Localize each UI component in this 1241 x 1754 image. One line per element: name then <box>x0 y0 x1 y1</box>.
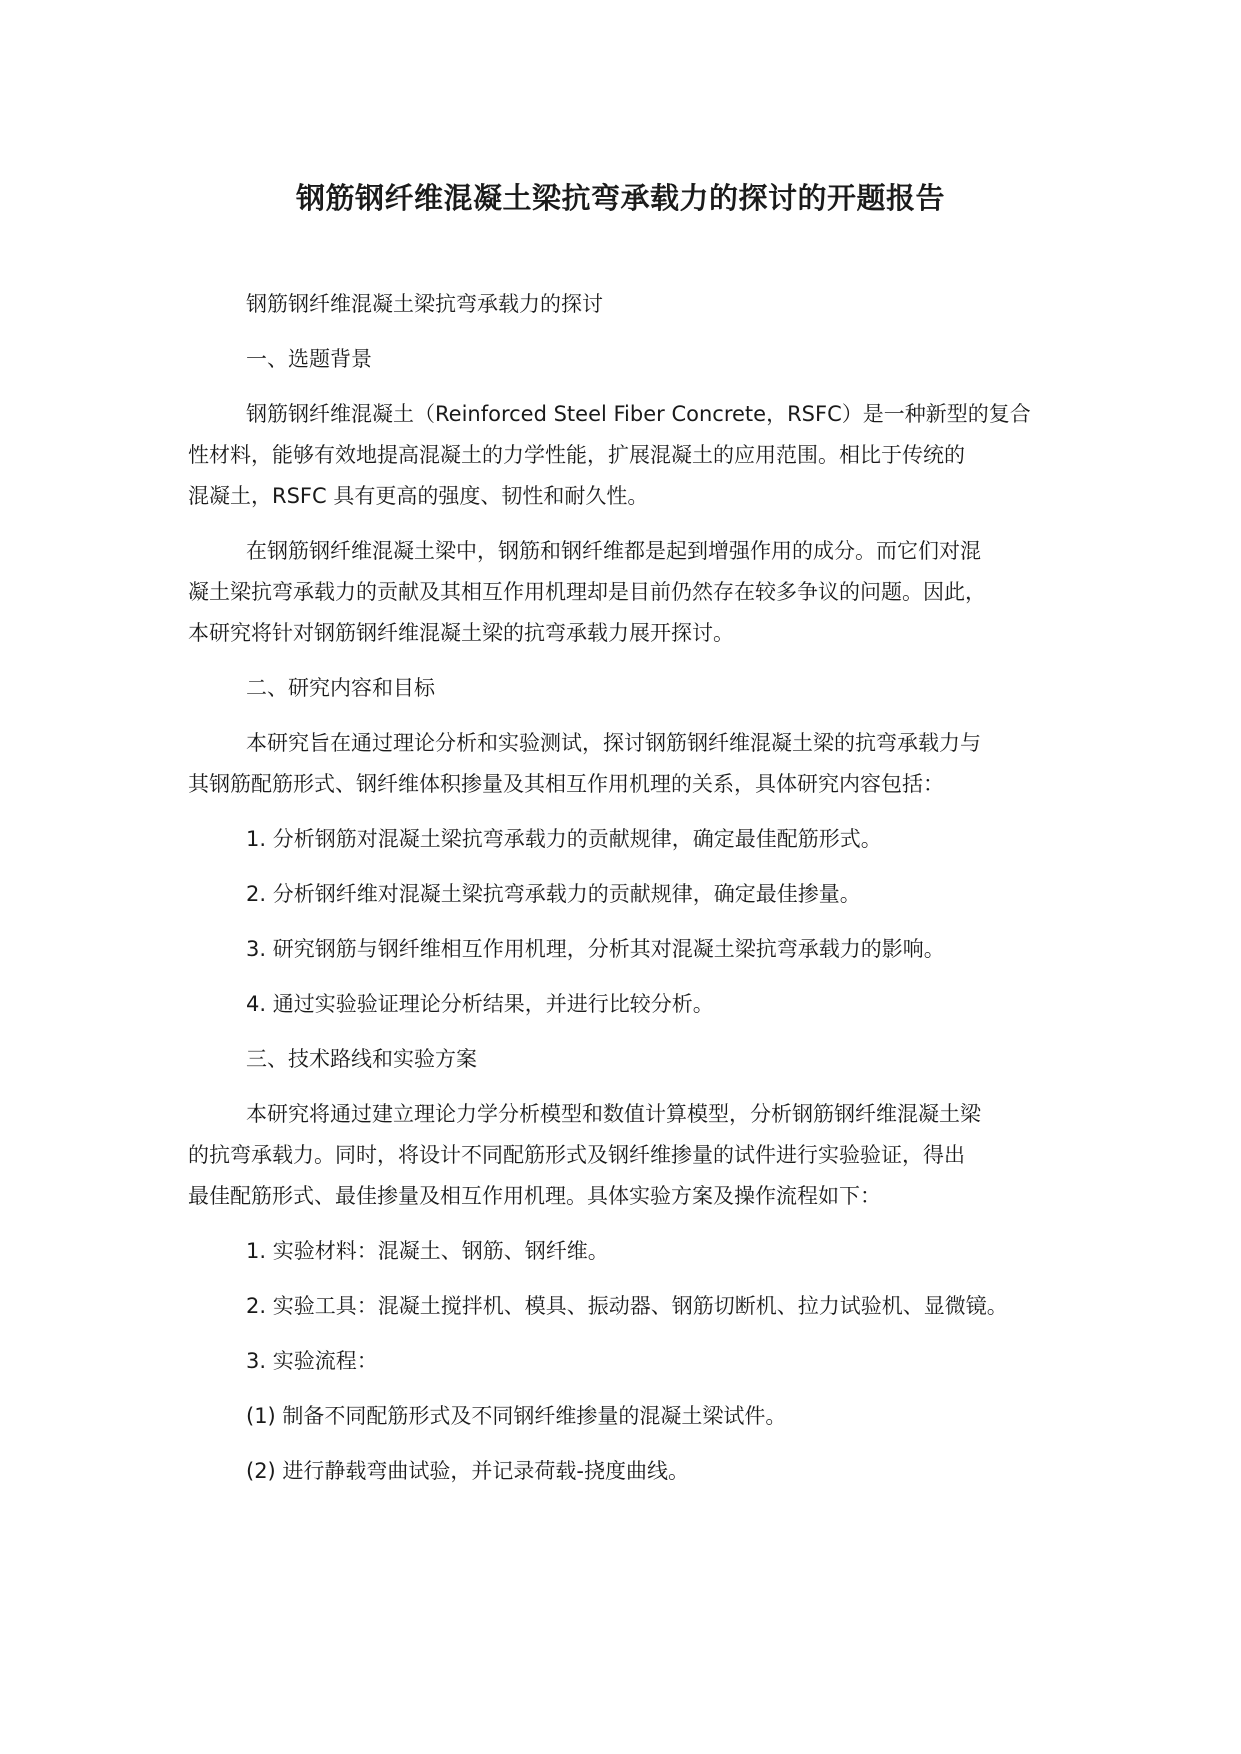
paragraph-line: 在钢筋钢纤维混凝土梁中，钢筋和钢纤维都是起到增强作用的成分。而它们对混 <box>246 539 981 563</box>
paragraph <box>188 531 1068 654</box>
paragraph-line: 混凝土，RSFC 具有更高的强度、韧性和耐久性。 <box>188 484 649 508</box>
paragraph-line: 3. 实验流程： <box>246 1349 378 1373</box>
paragraph-line: 本研究将通过建立理论力学分析模型和数值计算模型，分析钢筋钢纤维混凝土梁 <box>246 1102 981 1126</box>
paragraph <box>188 1231 1068 1272</box>
paragraph <box>188 284 1068 325</box>
paragraph-line: 4. 通过实验验证理论分析结果，并进行比较分析。 <box>246 992 714 1016</box>
paragraph <box>188 394 1068 517</box>
paragraph <box>188 819 1068 860</box>
paragraph-line: 1. 实验材料：混凝土、钢筋、钢纤维。 <box>246 1239 609 1263</box>
paragraph-line: 2. 实验工具：混凝土搅拌机、模具、振动器、钢筋切断机、拉力试验机、显微镜。 <box>246 1294 1008 1318</box>
paragraph-line: 最佳配筋形式、最佳掺量及相互作用机理。具体实验方案及操作流程如下： <box>188 1184 881 1208</box>
paragraph-line: 2. 分析钢纤维对混凝土梁抗弯承载力的贡献规律，确定最佳掺量。 <box>246 882 861 906</box>
paragraph-line: 钢筋钢纤维混凝土（Reinforced Steel Fiber Concrete，RSFC）是一种新型的复合 <box>246 402 1031 426</box>
paragraph-line: 凝土梁抗弯承载力的贡献及其相互作用机理却是目前仍然存在较多争议的问题。因此， <box>188 580 986 604</box>
paragraph-line: (1) 制备不同配筋形式及不同钢纤维掺量的混凝土梁试件。 <box>246 1404 787 1428</box>
paragraph-line: 3. 研究钢筋与钢纤维相互作用机理，分析其对混凝土梁抗弯承载力的影响。 <box>246 937 945 961</box>
paragraph-line: 三、技术路线和实验方案 <box>246 1047 477 1071</box>
paragraph <box>188 339 1068 380</box>
paragraph-line: 二、研究内容和目标 <box>246 676 435 700</box>
paragraph <box>188 874 1068 915</box>
paragraph <box>188 984 1068 1025</box>
paragraph-line: 1. 分析钢筋对混凝土梁抗弯承载力的贡献规律，确定最佳配筋形式。 <box>246 827 882 851</box>
paragraph-line: 钢筋钢纤维混凝土梁抗弯承载力的探讨 <box>246 292 603 316</box>
paragraph-line: 一、选题背景 <box>246 347 372 371</box>
paragraph-line: 的抗弯承载力。同时，将设计不同配筋形式及钢纤维掺量的试件进行实验验证，得出 <box>188 1143 965 1167</box>
document-body <box>188 284 1068 1506</box>
paragraph <box>188 668 1068 709</box>
paragraph <box>188 1094 1068 1217</box>
document-title: 钢筋钢纤维混凝土梁抗弯承载力的探讨的开题报告 <box>295 181 945 215</box>
paragraph <box>188 1396 1068 1437</box>
paragraph <box>188 1286 1068 1327</box>
paragraph-line: 性材料，能够有效地提高混凝土的力学性能，扩展混凝土的应用范围。相比于传统的 <box>188 443 965 467</box>
paragraph-line: 其钢筋配筋形式、钢纤维体积掺量及其相互作用机理的关系，具体研究内容包括： <box>188 772 944 796</box>
paragraph <box>188 929 1068 970</box>
paragraph <box>188 1039 1068 1080</box>
paragraph <box>188 1451 1068 1492</box>
paragraph <box>188 723 1068 805</box>
paragraph <box>188 1341 1068 1382</box>
paragraph-line: 本研究旨在通过理论分析和实验测试，探讨钢筋钢纤维混凝土梁的抗弯承载力与 <box>246 731 981 755</box>
paragraph-line: 本研究将针对钢筋钢纤维混凝土梁的抗弯承载力展开探讨。 <box>188 621 734 645</box>
paragraph-line: (2) 进行静载弯曲试验，并记录荷载-挠度曲线。 <box>246 1459 689 1483</box>
